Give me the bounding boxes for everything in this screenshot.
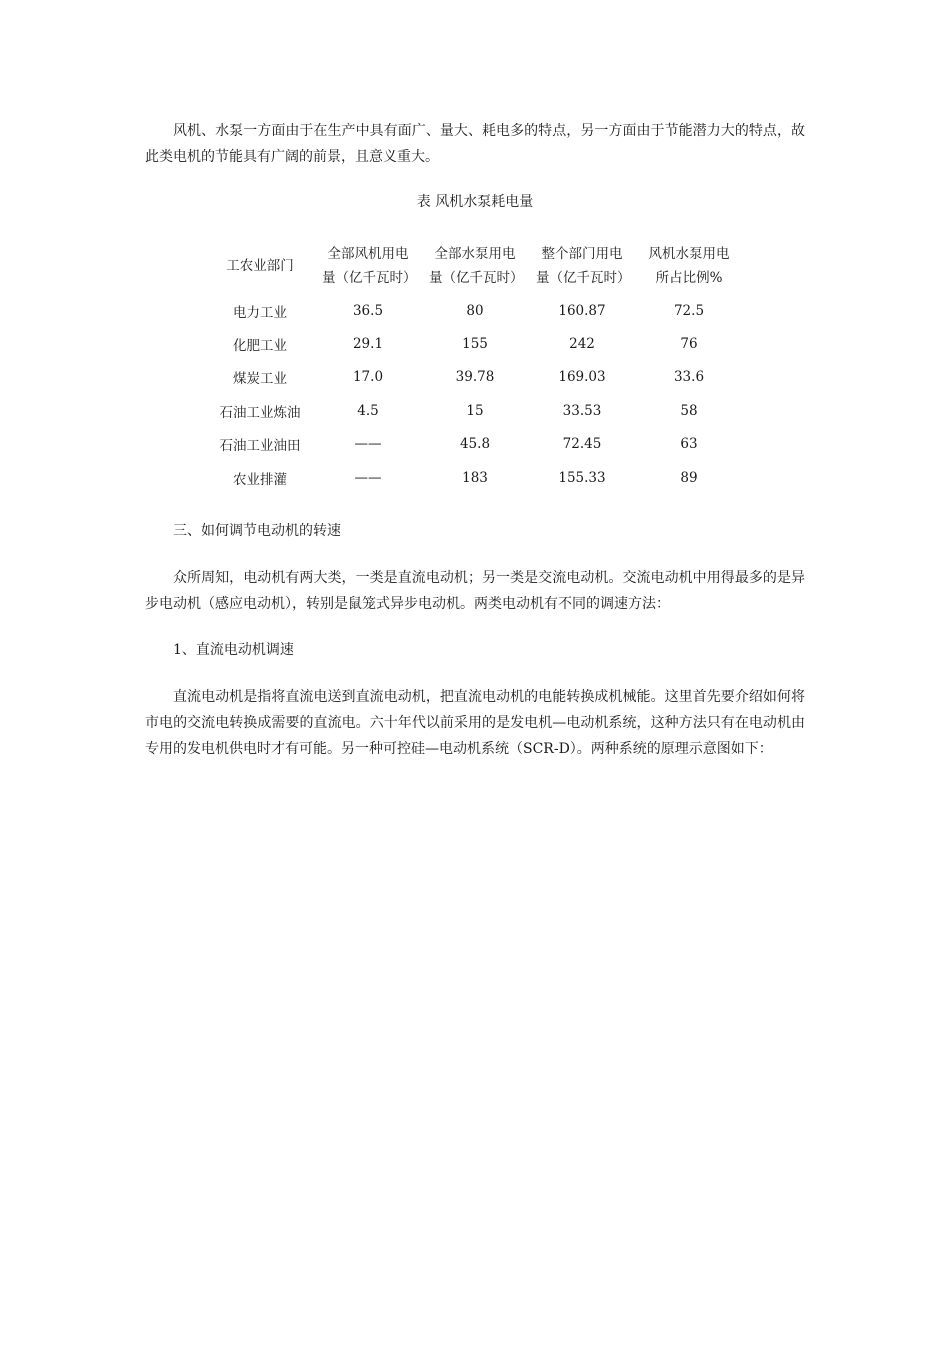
cell-ratio: 63 [680, 436, 698, 453]
cell-sector: 化肥工业 [233, 338, 287, 355]
motor-types-paragraph: 众所周知，电动机有两大类，一类是直流电动机；另一类是交流电动机。交流电动机中用得最多的是异步电动机（感应电动机），转别是鼠笼式异步电动机。两类电动机有不同的调速方法： [145, 570, 805, 612]
cell-fan: 29.1 [352, 336, 384, 353]
cell-pump: 15 [466, 402, 484, 419]
cell-total: 242 [569, 336, 595, 353]
header-ratio: 风机水泵用电所占比例% [648, 246, 730, 286]
cell-fan: 4.5 [357, 402, 379, 419]
table-row [205, 327, 743, 360]
cell-sector: 石油工业油田 [219, 438, 301, 455]
cell-fan: —— [354, 469, 382, 486]
dc-motor-paragraph: 直流电动机是指将直流电送到直流电动机，把直流电动机的电能转换成机械能。这里首先要介绍如何将市电的交流电转换成需要的直流电。六十年代以前采用的是发电机—电动机系统，这种方法只有在电动机由专用的发电机供电时才有可能。另一种可控硅—电动机系统（SCR-D）。两种系统的原理示意图如下： [145, 689, 805, 757]
table-row [205, 461, 743, 494]
cell-ratio: 76 [680, 336, 698, 353]
cell-sector: 电力工业 [233, 304, 287, 321]
intro-paragraph: 风机、水泵一方面由于在生产中具有面广、量大、耗电多的特点，另一方面由于节能潜力大的特点，故此类电机的节能具有广阔的前景，且意义重大。 [145, 123, 805, 165]
cell-fan: —— [354, 436, 382, 453]
cell-fan: 17.0 [352, 369, 384, 386]
subsection-heading: 1、直流电动机调速 [173, 642, 294, 658]
power-consumption-table [205, 238, 743, 494]
cell-sector: 农业排灌 [233, 471, 287, 488]
cell-pump: 39.78 [455, 369, 495, 386]
cell-pump: 80 [466, 302, 484, 319]
cell-pump: 45.8 [459, 436, 491, 453]
header-sector: 工农业部门 [226, 258, 294, 274]
table-header-row [205, 238, 743, 294]
section-heading: 三、如何调节电动机的转速 [173, 523, 341, 539]
cell-ratio: 33.6 [673, 369, 705, 386]
cell-fan: 36.5 [352, 302, 384, 319]
cell-sector: 石油工业炼油 [219, 404, 301, 421]
cell-total: 155.33 [558, 469, 606, 486]
table-row [205, 361, 743, 394]
cell-total: 72.45 [562, 436, 602, 453]
header-pump-usage: 全部水泵用电量（亿千瓦时） [429, 246, 524, 286]
table-row [205, 394, 743, 427]
cell-total: 169.03 [558, 369, 606, 386]
cell-pump: 155 [462, 336, 488, 353]
header-total-usage: 整个部门用电量（亿千瓦时） [536, 246, 631, 286]
cell-ratio: 89 [680, 469, 698, 486]
table-row [205, 294, 743, 327]
cell-ratio: 72.5 [673, 302, 705, 319]
cell-total: 33.53 [562, 402, 602, 419]
cell-sector: 煤炭工业 [233, 371, 287, 388]
table-row [205, 428, 743, 461]
cell-ratio: 58 [680, 402, 698, 419]
table-title: 表 风机水泵耗电量 [416, 194, 534, 210]
cell-total: 160.87 [558, 302, 606, 319]
header-fan-usage: 全部风机用电量（亿千瓦时） [322, 246, 417, 286]
cell-pump: 183 [462, 469, 488, 486]
